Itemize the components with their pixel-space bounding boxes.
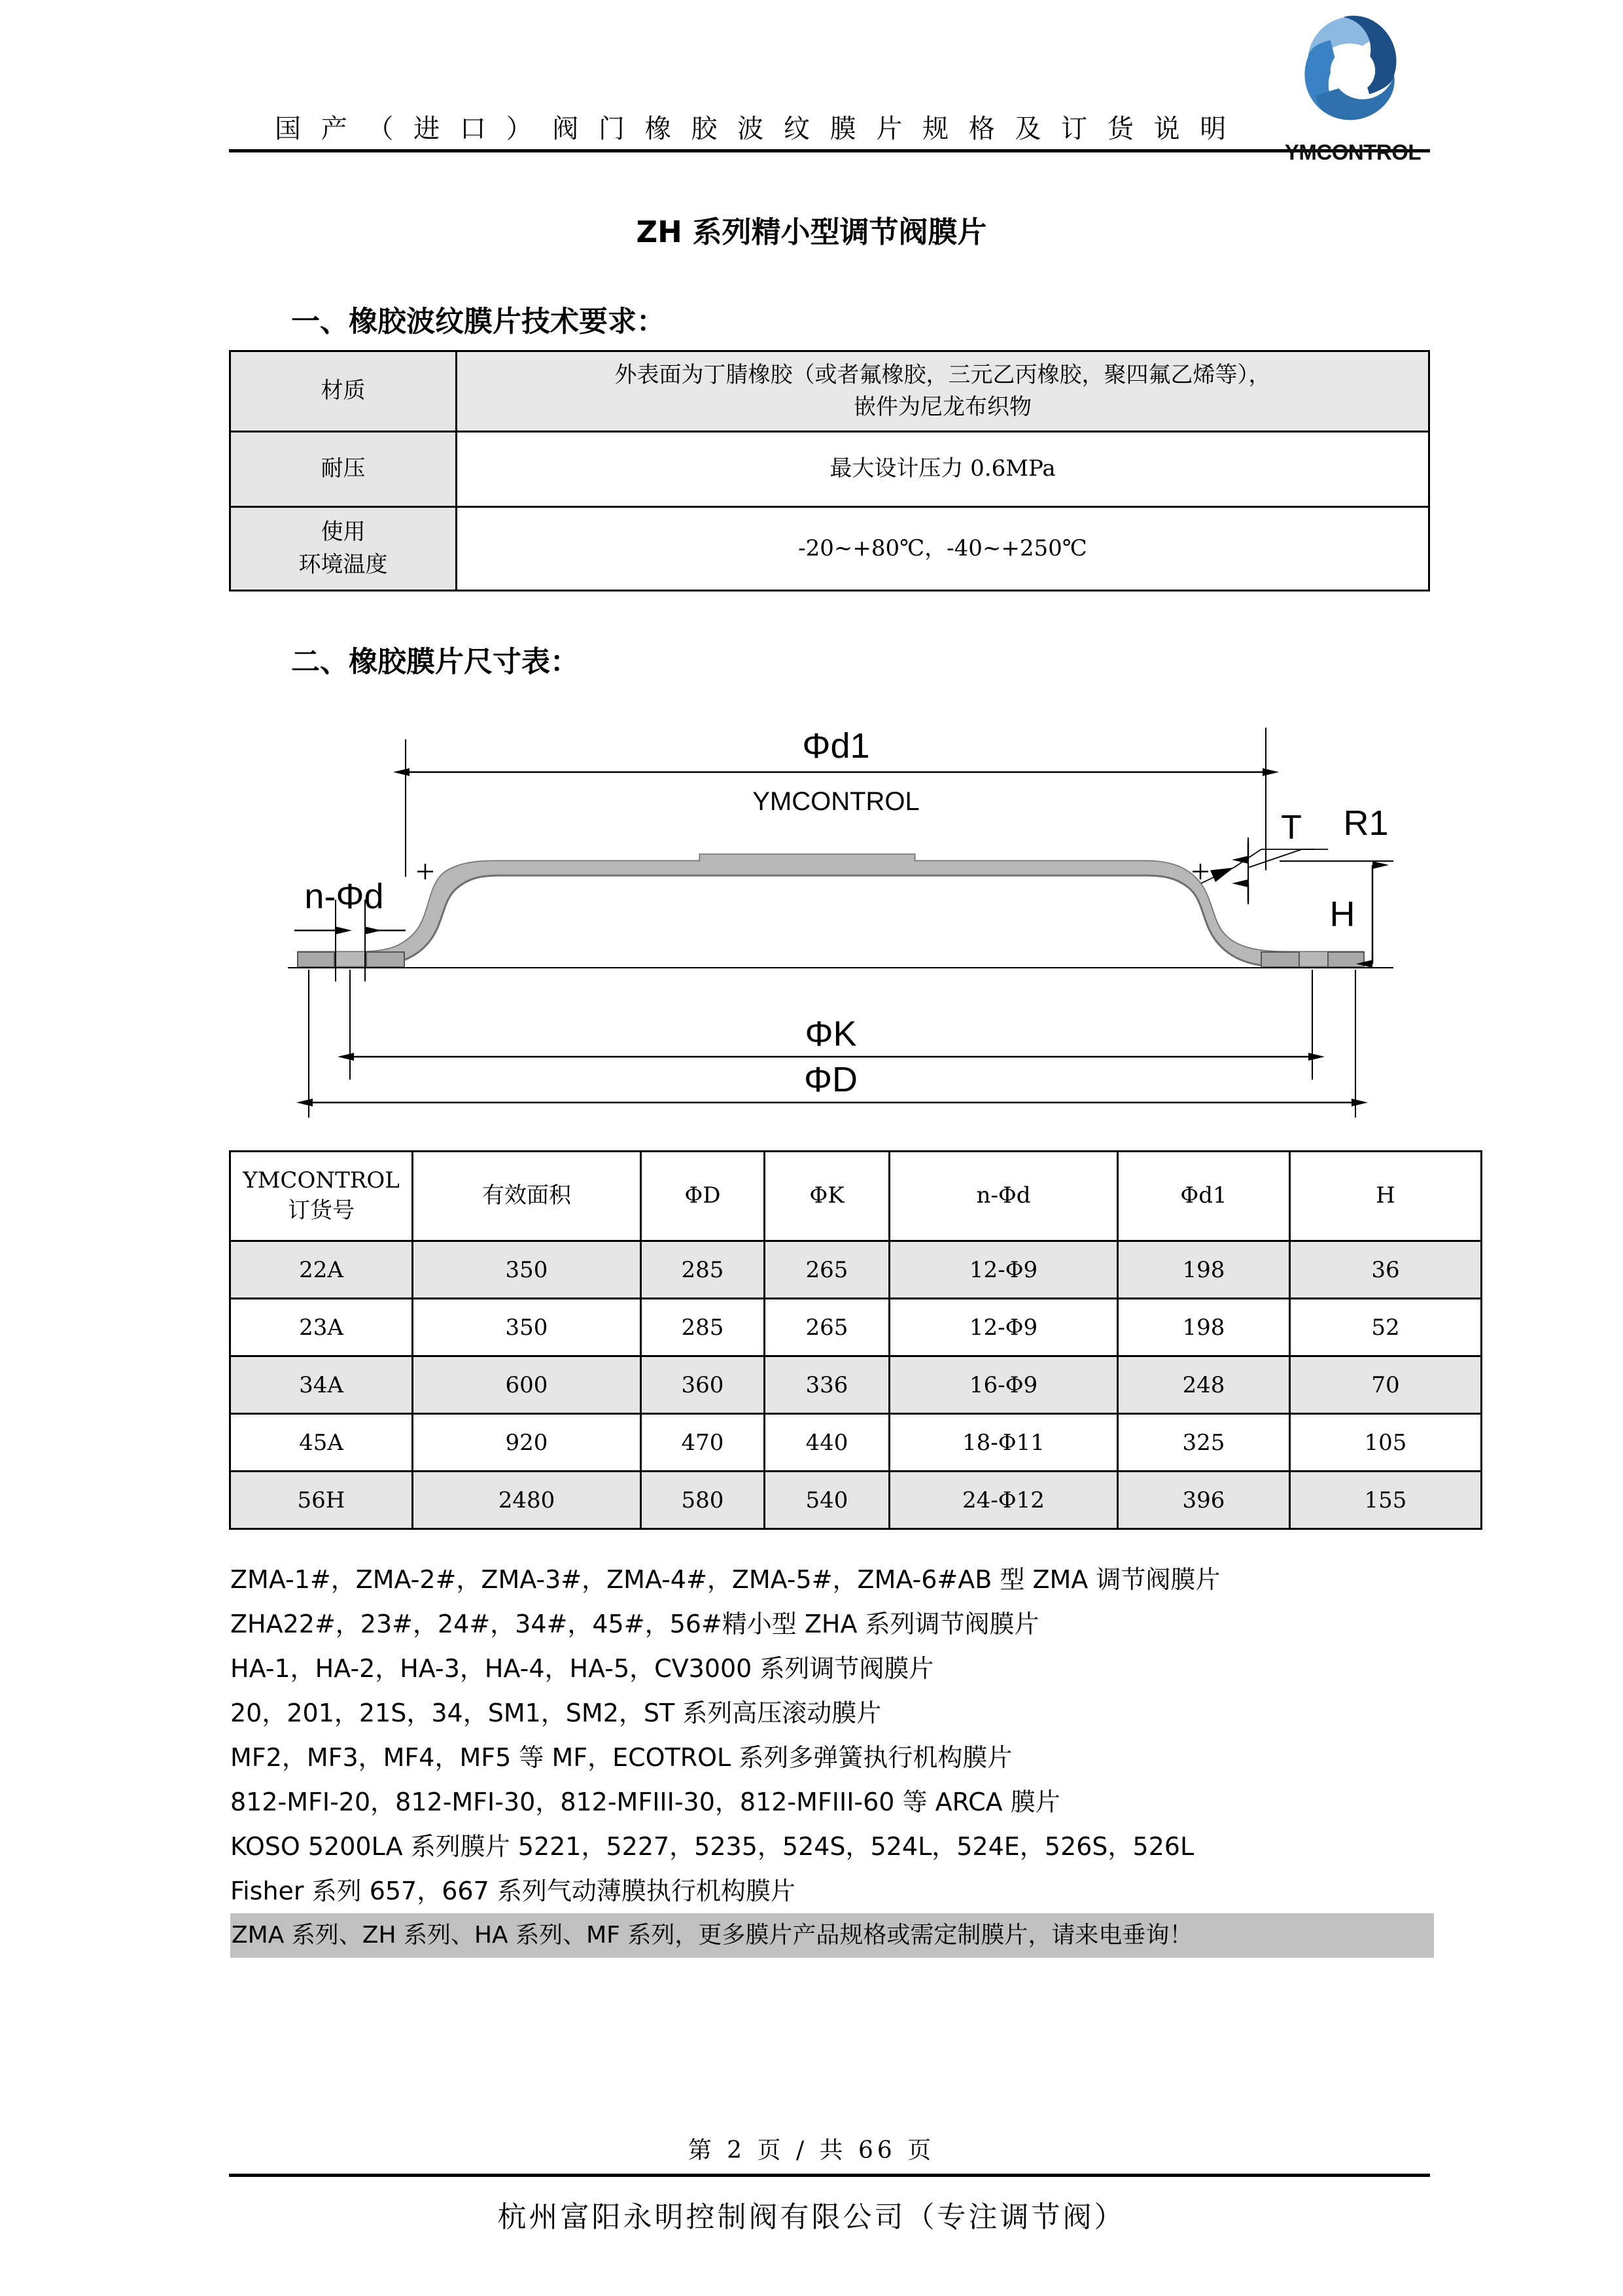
footer-divider [229, 2174, 1430, 2177]
tech-label-material: 材质 [230, 351, 457, 432]
company-name: 杭州富阳永明控制阀有限公司（专注调节阀） [497, 2200, 1126, 2234]
col-header-n-phi-d: n-Φd [890, 1152, 1118, 1241]
col-header-phi-d: ΦD [641, 1152, 765, 1241]
list-item: ZMA-1#，ZMA-2#，ZMA-3#，ZMA-4#，ZMA-5#，ZMA-6#AB 型 ZMA 调节阀膜片 [230, 1565, 1221, 1594]
cell-H: 155 [1290, 1472, 1482, 1529]
section-1-heading: 一、橡胶波纹膜片技术要求： [291, 305, 665, 338]
diaphragm-cross-section-drawing [216, 674, 1446, 1132]
col-header-phi-k: ΦK [765, 1152, 890, 1241]
cell-area: 2480 [413, 1472, 641, 1529]
cell-area: 350 [413, 1299, 641, 1356]
company-logo [1274, 12, 1431, 182]
dim-label-r1: R1 [1343, 804, 1389, 843]
cell-d1: 248 [1118, 1356, 1290, 1414]
header-title: 国 产 （ 进 口 ） 阀 门 橡 胶 波 纹 膜 片 规 格 及 订 货 说 明 [275, 114, 1232, 144]
order-code-line-1: YMCONTROL [243, 1167, 400, 1194]
list-item: HA-1，HA-2，HA-3，HA-4，HA-5，CV3000 系列调节阀膜片 [230, 1654, 934, 1683]
tech-label-temperature [230, 507, 457, 591]
cell-K: 336 [765, 1356, 890, 1414]
temperature-label-line-2: 环境温度 [298, 551, 388, 578]
col-header-order-code [230, 1152, 413, 1241]
list-item: Fisher 系列 657，667 系列气动薄膜执行机构膜片 [230, 1877, 795, 1905]
dim-label-D: ΦD [803, 1060, 858, 1099]
col-header-phi-d1: Φd1 [1118, 1152, 1290, 1241]
material-line-2: 嵌件为尼龙布织物 [854, 394, 1032, 420]
material-line-1: 外表面为丁腈橡胶（或者氟橡胶，三元乙丙橡胶，聚四氟乙烯等）， [614, 361, 1271, 388]
header-divider [229, 149, 1430, 152]
cell-H: 105 [1290, 1414, 1482, 1472]
logo-wordmark: YMCONTROL [1284, 140, 1422, 164]
drawing-svg [216, 674, 1446, 1132]
cell-area: 350 [413, 1241, 641, 1299]
section-2-heading: 二、橡胶膜片尺寸表： [291, 645, 579, 679]
cell-nd: 16-Φ9 [890, 1356, 1118, 1414]
cell-nd: 24-Φ12 [890, 1472, 1118, 1529]
table-header-row [230, 1152, 1482, 1241]
table-row [230, 1299, 1482, 1356]
contact-highlight-banner: ZMA 系列、ZH 系列、HA 系列、MF 系列，更多膜片产品规格或需定制膜片，请来电垂询！ [230, 1913, 1434, 1958]
cell-D: 470 [641, 1414, 765, 1472]
cell-area: 920 [413, 1414, 641, 1472]
cell-d1: 396 [1118, 1472, 1290, 1529]
product-series-list [230, 1557, 1434, 1958]
dim-label-nd: n-Φd [304, 877, 384, 916]
list-item: 20，201，21S，34，SM1，SM2，ST 系列高压滚动膜片 [230, 1699, 882, 1727]
cell-H: 70 [1290, 1356, 1482, 1414]
table-row [230, 1472, 1482, 1529]
list-item: 812-MFI-20，812-MFI-30，812-MFIII-30，812-MFIII-60 等 ARCA 膜片 [230, 1788, 1060, 1816]
cell-area: 600 [413, 1356, 641, 1414]
cell-D: 285 [641, 1299, 765, 1356]
cell-K: 265 [765, 1299, 890, 1356]
cell-d1: 198 [1118, 1241, 1290, 1299]
page-title: ZH 系列精小型调节阀膜片 [636, 215, 987, 249]
cell-code: 34A [230, 1356, 413, 1414]
table-row [230, 507, 1429, 591]
tech-value-temperature: -20~+80℃，-40~+250℃ [457, 507, 1429, 591]
table-row [230, 351, 1429, 432]
cell-K: 540 [765, 1472, 890, 1529]
cell-nd: 12-Φ9 [890, 1299, 1118, 1356]
table-row [230, 1356, 1482, 1414]
drawing-brand-label: YMCONTROL [752, 787, 920, 816]
col-header-h: H [1290, 1152, 1482, 1241]
cell-d1: 198 [1118, 1299, 1290, 1356]
dim-label-t: T [1281, 809, 1302, 847]
list-item: KOSO 5200LA 系列膜片 5221，5227，5235，524S，524L，524E，526S，526L [230, 1832, 1195, 1861]
cell-K: 440 [765, 1414, 890, 1472]
table-row [230, 1241, 1482, 1299]
dimension-table [229, 1150, 1482, 1530]
cell-code: 23A [230, 1299, 413, 1356]
cell-nd: 18-Φ11 [890, 1414, 1118, 1472]
cell-H: 52 [1290, 1299, 1482, 1356]
table-row [230, 432, 1429, 507]
tech-value-material [457, 351, 1429, 432]
dim-label-k: ΦK [805, 1014, 857, 1053]
ymcontrol-spiral-icon [1294, 12, 1412, 130]
dim-label-h: H [1329, 894, 1355, 934]
col-header-effective-area: 有效面积 [413, 1152, 641, 1241]
tech-requirements-table [229, 350, 1430, 592]
cell-code: 22A [230, 1241, 413, 1299]
tech-label-pressure: 耐压 [230, 432, 457, 507]
cell-D: 580 [641, 1472, 765, 1529]
table-row [230, 1414, 1482, 1472]
cell-D: 285 [641, 1241, 765, 1299]
cell-D: 360 [641, 1356, 765, 1414]
list-item: MF2，MF3，MF4，MF5 等 MF，ECOTROL 系列多弹簧执行机构膜片 [230, 1743, 1013, 1772]
cell-H: 36 [1290, 1241, 1482, 1299]
page-number: 第 2 页 / 共 66 页 [688, 2137, 935, 2164]
page-header [0, 0, 1623, 196]
temperature-label-line-1: 使用 [321, 519, 366, 546]
dim-label-d1: Φd1 [802, 726, 870, 766]
tech-value-pressure: 最大设计压力 0.6MPa [457, 432, 1429, 507]
order-code-line-2: 订货号 [288, 1197, 355, 1224]
list-item: ZHA22#，23#，24#，34#，45#，56#精小型 ZHA 系列调节阀膜片 [230, 1610, 1039, 1638]
cell-d1: 325 [1118, 1414, 1290, 1472]
cell-code: 56H [230, 1472, 413, 1529]
cell-code: 45A [230, 1414, 413, 1472]
centre-mark-left [417, 864, 433, 879]
cell-K: 265 [765, 1241, 890, 1299]
cell-nd: 12-Φ9 [890, 1241, 1118, 1299]
